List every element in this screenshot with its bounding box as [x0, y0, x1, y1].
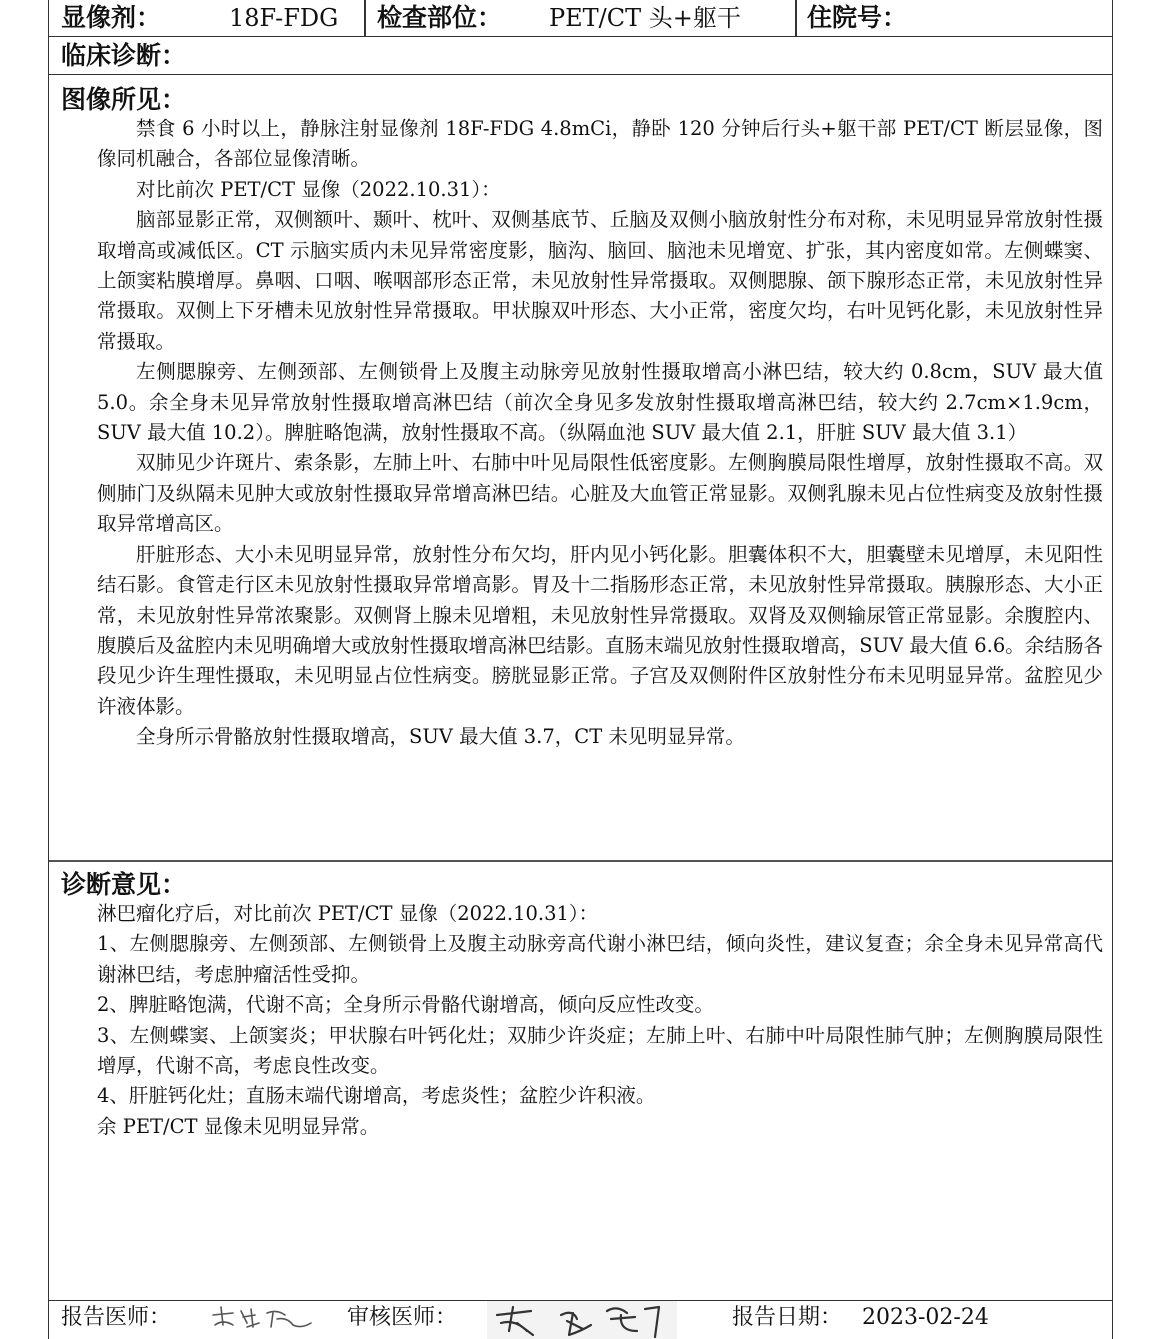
conclusion-line: 1、左侧腮腺旁、左侧颈部、左侧锁骨上及腹主动脉旁高代谢小淋巴结，倾向炎性，建议复查；余全身未见异常高代谢淋巴结，考虑肿瘤活性受抑。	[97, 932, 1103, 986]
header-divider	[364, 0, 366, 37]
review-doctor-label: 审核医师：	[347, 1305, 458, 1330]
conclusion-body	[97, 899, 1103, 1142]
conclusion-line: 2、脾脏略饱满，代谢不高；全身所示骨骼代谢增高，倾向反应性改变。	[97, 993, 714, 1017]
review-doctor-signature	[487, 1301, 677, 1339]
findings-paragraph: 双肺见少许斑片、索条影，左肺上叶、右肺中叶见局限性低密度影。左侧胸膜局限性增厚，放射性摄取不高。双侧肺门及纵隔未见肿大或放射性摄取异常增高淋巴结。心脏及大血管正常显影。双侧乳腺未见占位性病变及放射性摄取异常增高区。	[97, 451, 1103, 536]
findings-body	[97, 114, 1103, 753]
conclusion-line: 4、肝脏钙化灶；直肠末端代谢增高，考虑炎性；盆腔少许积液。	[97, 1084, 656, 1108]
clinical-diagnosis-label: 临床诊断：	[61, 41, 187, 70]
findings-paragraph: 脑部显影正常，双侧额叶、颞叶、枕叶、双侧基底节、丘脑及双侧小脑放射性分布对称，未见明显异常放射性摄取增高或减低区。CT 示脑实质内未见异常密度影，脑沟、脑回、脑池未见增宽、扩张，其内密度如常。左侧蝶窦、上颌窦粘膜增厚。鼻咽、口咽、喉咽部形态正常，未见放射性异常摄取。双侧腮腺、颌下腺形态正常，未见放射性异常摄取。双侧上下牙槽未见放射性异常摄取。甲状腺双叶形态、大小正常，密度欠均，右叶见钙化影，未见放射性异常摄取。	[97, 208, 1103, 353]
findings-paragraph: 肝脏形态、大小未见明显异常，放射性分布欠均，肝内见小钙化影。胆囊体积不大，胆囊壁未见增厚，未见阳性结石影。食管走行区未见放射性摄取异常增高影。胃及十二指肠形态正常，未见放射性异常摄取。胰腺形态、大小正常，未见放射性异常浓聚影。双侧肾上腺未见增粗，未见放射性异常摄取。双肾及双侧输尿管正常显影。余腹腔内、腹膜后及盆腔内未见明确增大或放射性摄取增高淋巴结影。直肠末端见放射性摄取增高，SUV 最大值 6.6。余结肠各段见少许生理性摄取，未见明显占位性病变。膀胱显影正常。子宫及双侧附件区放射性分布未见明显异常。盆腔见少许液体影。	[97, 542, 1103, 718]
report-doctor-signature	[207, 1303, 317, 1335]
conclusion-title: 诊断意见：	[61, 870, 187, 899]
conclusion-line: 3、左侧蝶窦、上颌窦炎；甲状腺右叶钙化灶；双肺少许炎症；左肺上叶、右肺中叶局限性肺气肿；左侧胸膜局限性增厚，代谢不高，考虑良性改变。	[97, 1023, 1103, 1078]
report-footer	[49, 1300, 1112, 1339]
findings-paragraph: 左侧腮腺旁、左侧颈部、左侧锁骨上及腹主动脉旁见放射性摄取增高小淋巴结，较大约 0.8cm，SUV 最大值 5.0。余全身未见异常放射性摄取增高淋巴结（前次全身见多发放射性摄取增高淋巴结，较大约 2.7cm×1.9cm，SUV 最大值 10.2）。脾脏略饱满，放射性摄取不高。（纵隔血池 SUV 最大值 2.1，肝脏 SUV 最大值 3.1）	[97, 360, 1103, 445]
findings-title: 图像所见：	[61, 85, 187, 114]
tracer-label: 显像剂：	[61, 3, 162, 32]
findings-paragraph: 全身所示骨骼放射性摄取增高，SUV 最大值 3.7，CT 未见明显异常。	[136, 725, 745, 749]
header-row	[49, 0, 1112, 37]
inpatient-label: 住院号：	[807, 3, 908, 32]
findings-paragraph: 对比前次 PET/CT 显像（2022.10.31）：	[136, 177, 501, 201]
tracer-value: 18F-FDG	[229, 4, 339, 32]
report-sheet	[48, 0, 1113, 1339]
conclusion-line: 余 PET/CT 显像未见明显异常。	[97, 1114, 380, 1138]
report-date-label: 报告日期：	[732, 1305, 843, 1330]
findings-paragraph: 禁食 6 小时以上，静脉注射显像剂 18F-FDG 4.8mCi，静卧 120 分钟后行头+躯干部 PET/CT 断层显像，图像同机融合，各部位显像清晰。	[97, 117, 1103, 171]
section-divider	[49, 860, 1112, 862]
site-label: 检查部位：	[377, 3, 503, 32]
site-value: PET/CT 头+躯干	[549, 4, 741, 32]
clinical-row	[49, 37, 1112, 75]
report-date-value: 2023-02-24	[862, 1305, 989, 1330]
report-doctor-label: 报告医师：	[61, 1305, 172, 1330]
header-divider	[795, 0, 797, 37]
conclusion-line: 淋巴瘤化疗后，对比前次 PET/CT 显像（2022.10.31）：	[97, 902, 599, 925]
